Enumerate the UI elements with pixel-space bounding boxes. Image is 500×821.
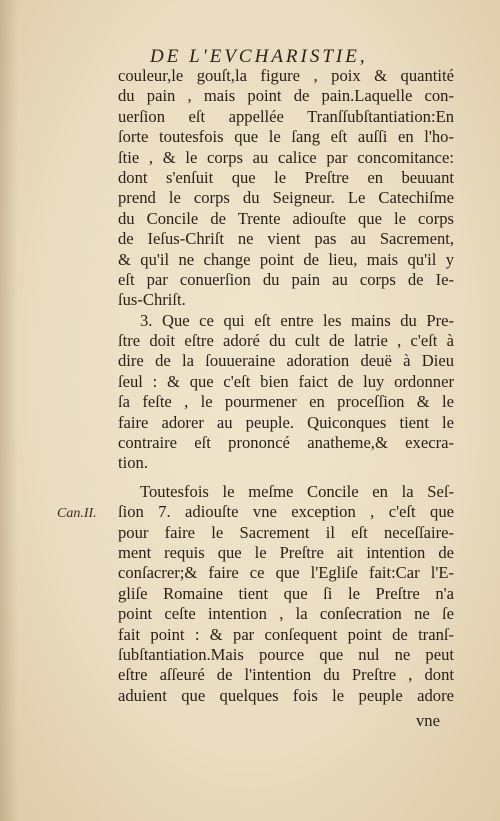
text-line: de Ieſus-Chriſt ne vient pas au Sacrement, xyxy=(118,229,454,249)
text-line: Toutesfois le meſme Concile en la Seſ- xyxy=(140,481,454,501)
text-line: ſubſtantiation.Mais pource que nul ne peut xyxy=(118,644,454,664)
text-line: faire adorer au peuple. Quiconques tient le xyxy=(118,412,454,432)
text-line: 3. Que ce qui eſt entre les mains du Pre- xyxy=(140,310,454,330)
text-line: aduient que quelques fois le peuple adore xyxy=(118,685,454,705)
margin-note: Can.II. xyxy=(57,506,97,521)
text-line: du Concile de Trente adiouſte que le corps xyxy=(118,208,454,228)
text-line: ment requis que le Preſtre ait intention de xyxy=(118,542,454,562)
text-line: point ceſte intention , la conſecration ne ſe xyxy=(118,604,454,624)
catchword: vne xyxy=(416,711,440,730)
text-line: du pain , mais point de pain.Laquelle con- xyxy=(118,86,454,106)
text-line: dont s'enſuit que le Preſtre en beuuant xyxy=(118,167,454,187)
paragraph-gap xyxy=(118,474,454,482)
body-text xyxy=(118,66,454,706)
text-line: contraire eſt prononcé anatheme,& execra- xyxy=(118,433,454,453)
text-line: uerſion eſt appellée Tranſſubſtantiation:En xyxy=(118,106,454,126)
text-line: dire de la ſouueraine adoration deuë à Dieu xyxy=(118,351,454,371)
text-line: couleur,le gouſt,la figure , poix & quantité xyxy=(118,66,454,85)
text-line: eſt par conuerſion du pain au corps de Ie- xyxy=(118,269,454,289)
running-head: DE L'EVCHARISTIE, xyxy=(150,46,368,67)
text-line: ſeul : & que c'eſt bien faict de luy ordonner xyxy=(118,371,454,391)
text-line: gliſe Romaine tient que ſi le Preſtre n'a xyxy=(118,583,454,603)
text-line: ſus-Chriſt. xyxy=(118,290,186,310)
text-line: fait point : & par conſequent point de tranſ- xyxy=(118,624,454,644)
text-line: ſorte toutesfois que le ſang eſt auſſi en l'ho- xyxy=(118,127,454,147)
text-line: ſa feſte , le pourmener en proceſſion & le xyxy=(118,392,454,412)
text-line: pour faire le Sacrement il eſt neceſſaire- xyxy=(118,522,454,542)
text-line: prend le corps du Seigneur. Le Catechiſme xyxy=(118,188,454,208)
text-line: ſtre doit eſtre adoré du cult de latrie , c'eſt à xyxy=(118,331,454,351)
text-line: & qu'il ne change point de lieu, mais qu'il y xyxy=(118,249,454,269)
text-line: ſion 7. adiouſte vne exception , c'eſt que xyxy=(118,502,454,522)
page-edge-shadow xyxy=(0,0,18,821)
text-line: eſtre aſſeuré de l'intention du Preſtre , dont xyxy=(118,665,454,685)
text-line: conſacrer;& faire ce que l'Egliſe fait:Car l'E- xyxy=(118,563,454,583)
text-line: ſtie , & le corps au calice par concomitance: xyxy=(118,147,454,167)
text-line: tion. xyxy=(118,453,148,473)
